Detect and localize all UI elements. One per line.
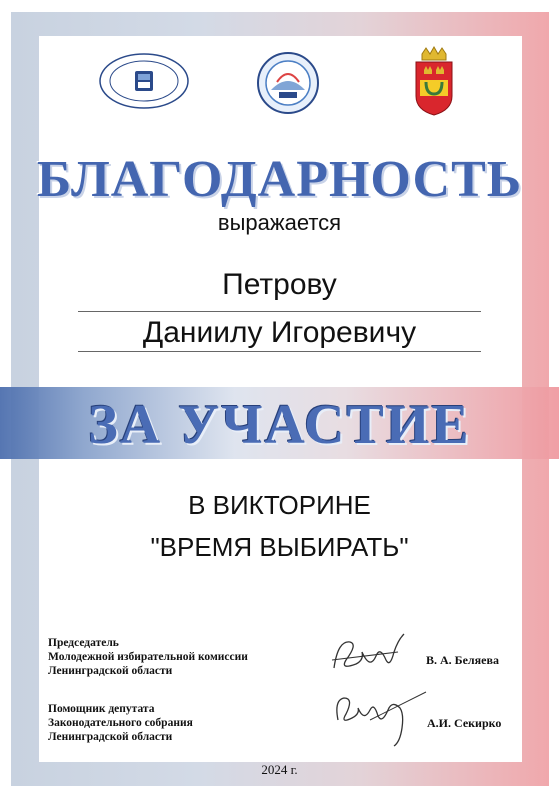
- recipient-underline-2: [78, 351, 481, 352]
- recipient-name: Даниилу Игоревичу: [142, 316, 417, 349]
- recipient-surname: Петрову: [222, 268, 337, 301]
- signatory-1-role-line: Председатель: [48, 637, 119, 649]
- signatory-1-role: [48, 636, 248, 678]
- signatory-2-name: А.И. Секирко: [427, 716, 502, 730]
- signatory-1-role-line: Молодежной избирательной комиссии: [48, 651, 248, 663]
- signatory-2-role-line: Законодательного собрания: [48, 717, 193, 729]
- signatory-1-name: В. А. Беляева: [426, 653, 499, 667]
- recipient-underline-1: [78, 311, 481, 312]
- coat-of-arms-logo: [412, 46, 456, 116]
- signatory-2-role-line: Ленинградской области: [48, 731, 173, 743]
- certificate-year: 2024 г.: [261, 762, 298, 777]
- signatory-1-role-line: Ленинградской области: [48, 665, 173, 677]
- youth-commission-logo: [257, 52, 319, 114]
- event-line-2: "ВРЕМЯ ВЫБИРАТЬ": [150, 532, 409, 562]
- certificate-title: БЛАГОДАРНОСТЬ: [36, 151, 523, 208]
- election-commission-logo: [98, 52, 190, 110]
- signature-2-image: [330, 680, 430, 750]
- award-text: ЗА УЧАСТИЕ: [88, 394, 471, 456]
- event-line-1: В ВИКТОРИНЕ: [188, 490, 371, 520]
- signatory-2-role: [48, 702, 193, 744]
- signature-1-image: [328, 630, 410, 678]
- certificate-subtitle: выражается: [217, 210, 342, 235]
- signatory-2-role-line: Помощник депутата: [48, 703, 155, 715]
